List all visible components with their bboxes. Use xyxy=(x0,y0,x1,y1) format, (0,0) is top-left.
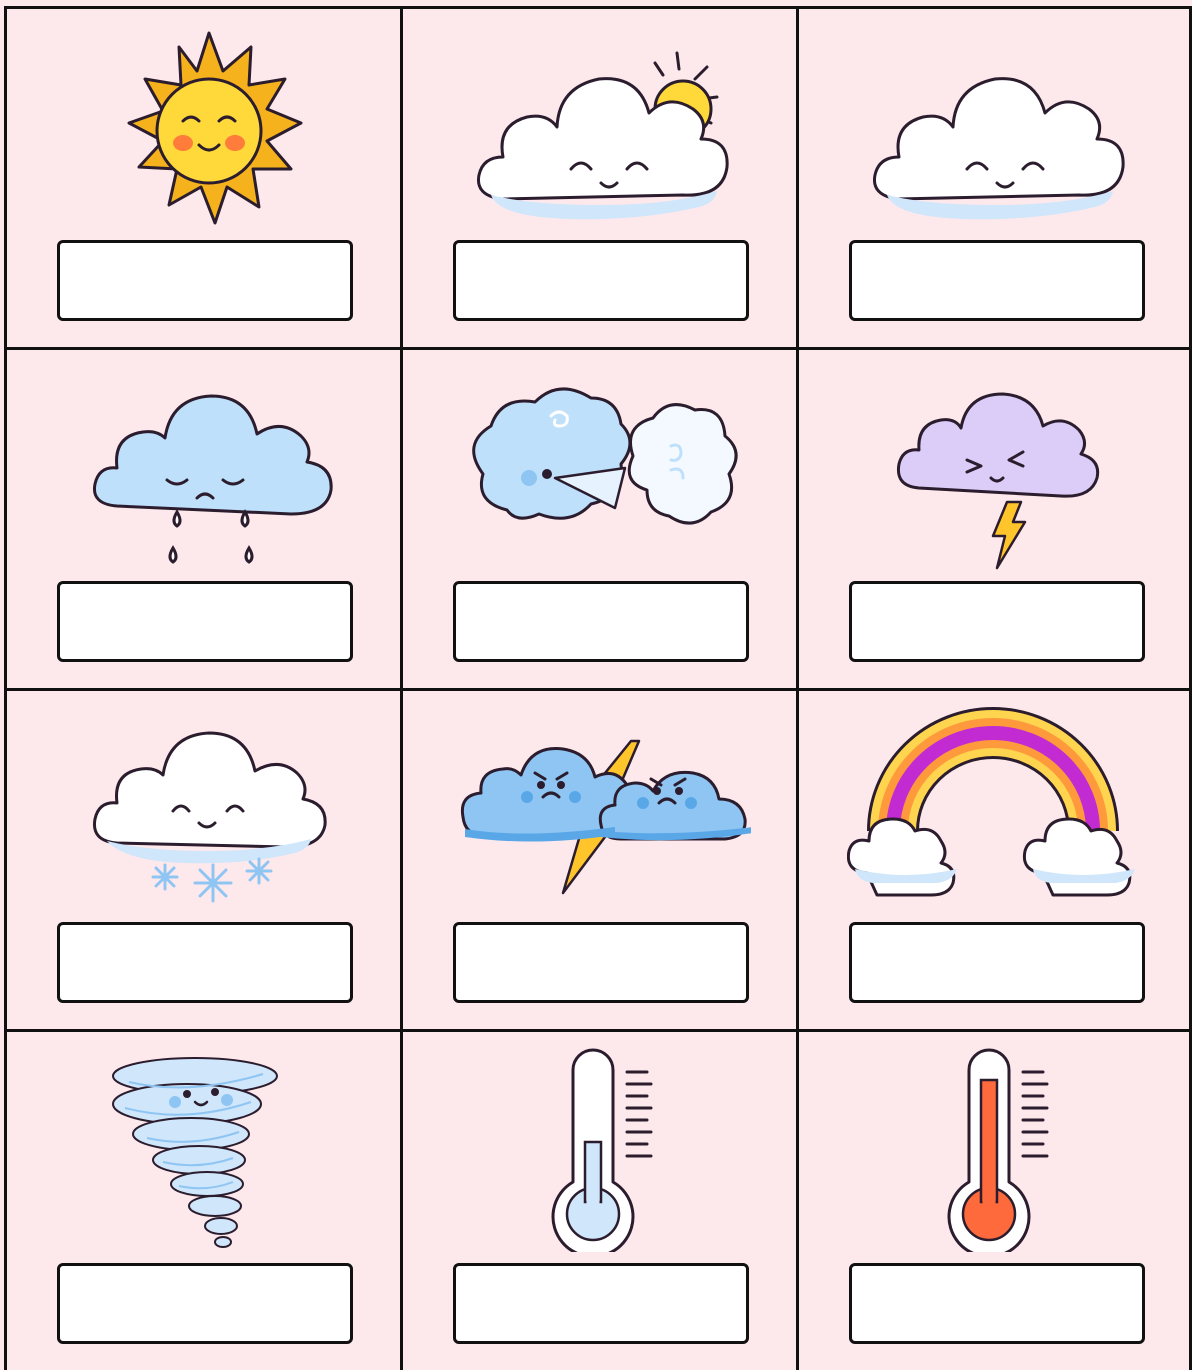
card-sun xyxy=(4,6,400,347)
card-wind xyxy=(400,347,796,688)
partly-cloudy-icon xyxy=(451,19,751,229)
answer-input-rainbow[interactable] xyxy=(849,922,1145,1003)
card-partly-cloudy xyxy=(400,6,796,347)
thunder-cloud-icon xyxy=(847,360,1147,570)
answer-input-sun[interactable] xyxy=(57,240,353,321)
card-rain xyxy=(4,347,400,688)
answer-input-cold[interactable] xyxy=(453,1263,749,1344)
rainbow-icon xyxy=(847,701,1147,911)
card-thunder xyxy=(796,347,1192,688)
card-hot xyxy=(796,1029,1192,1370)
storm-clouds-icon xyxy=(451,701,751,911)
wind-cloud-icon xyxy=(451,360,751,570)
answer-input-partly-cloudy[interactable] xyxy=(453,240,749,321)
sun-icon xyxy=(55,19,355,229)
snow-cloud-icon xyxy=(55,701,355,911)
answer-input-hot[interactable] xyxy=(849,1263,1145,1344)
answer-input-wind[interactable] xyxy=(453,581,749,662)
cold-thermometer-icon xyxy=(451,1042,751,1252)
answer-input-cloudy[interactable] xyxy=(849,240,1145,321)
tornado-icon xyxy=(55,1042,355,1252)
card-grid xyxy=(4,6,1192,1370)
card-storm xyxy=(400,688,796,1029)
hot-thermometer-icon xyxy=(847,1042,1147,1252)
answer-input-thunder[interactable] xyxy=(849,581,1145,662)
card-snow xyxy=(4,688,400,1029)
answer-input-snow[interactable] xyxy=(57,922,353,1003)
cloud-icon xyxy=(847,19,1147,229)
card-cold xyxy=(400,1029,796,1370)
card-cloudy xyxy=(796,6,1192,347)
answer-input-storm[interactable] xyxy=(453,922,749,1003)
answer-input-tornado[interactable] xyxy=(57,1263,353,1344)
answer-input-rain[interactable] xyxy=(57,581,353,662)
rain-cloud-icon xyxy=(55,360,355,570)
card-rainbow xyxy=(796,688,1192,1029)
card-tornado xyxy=(4,1029,400,1370)
